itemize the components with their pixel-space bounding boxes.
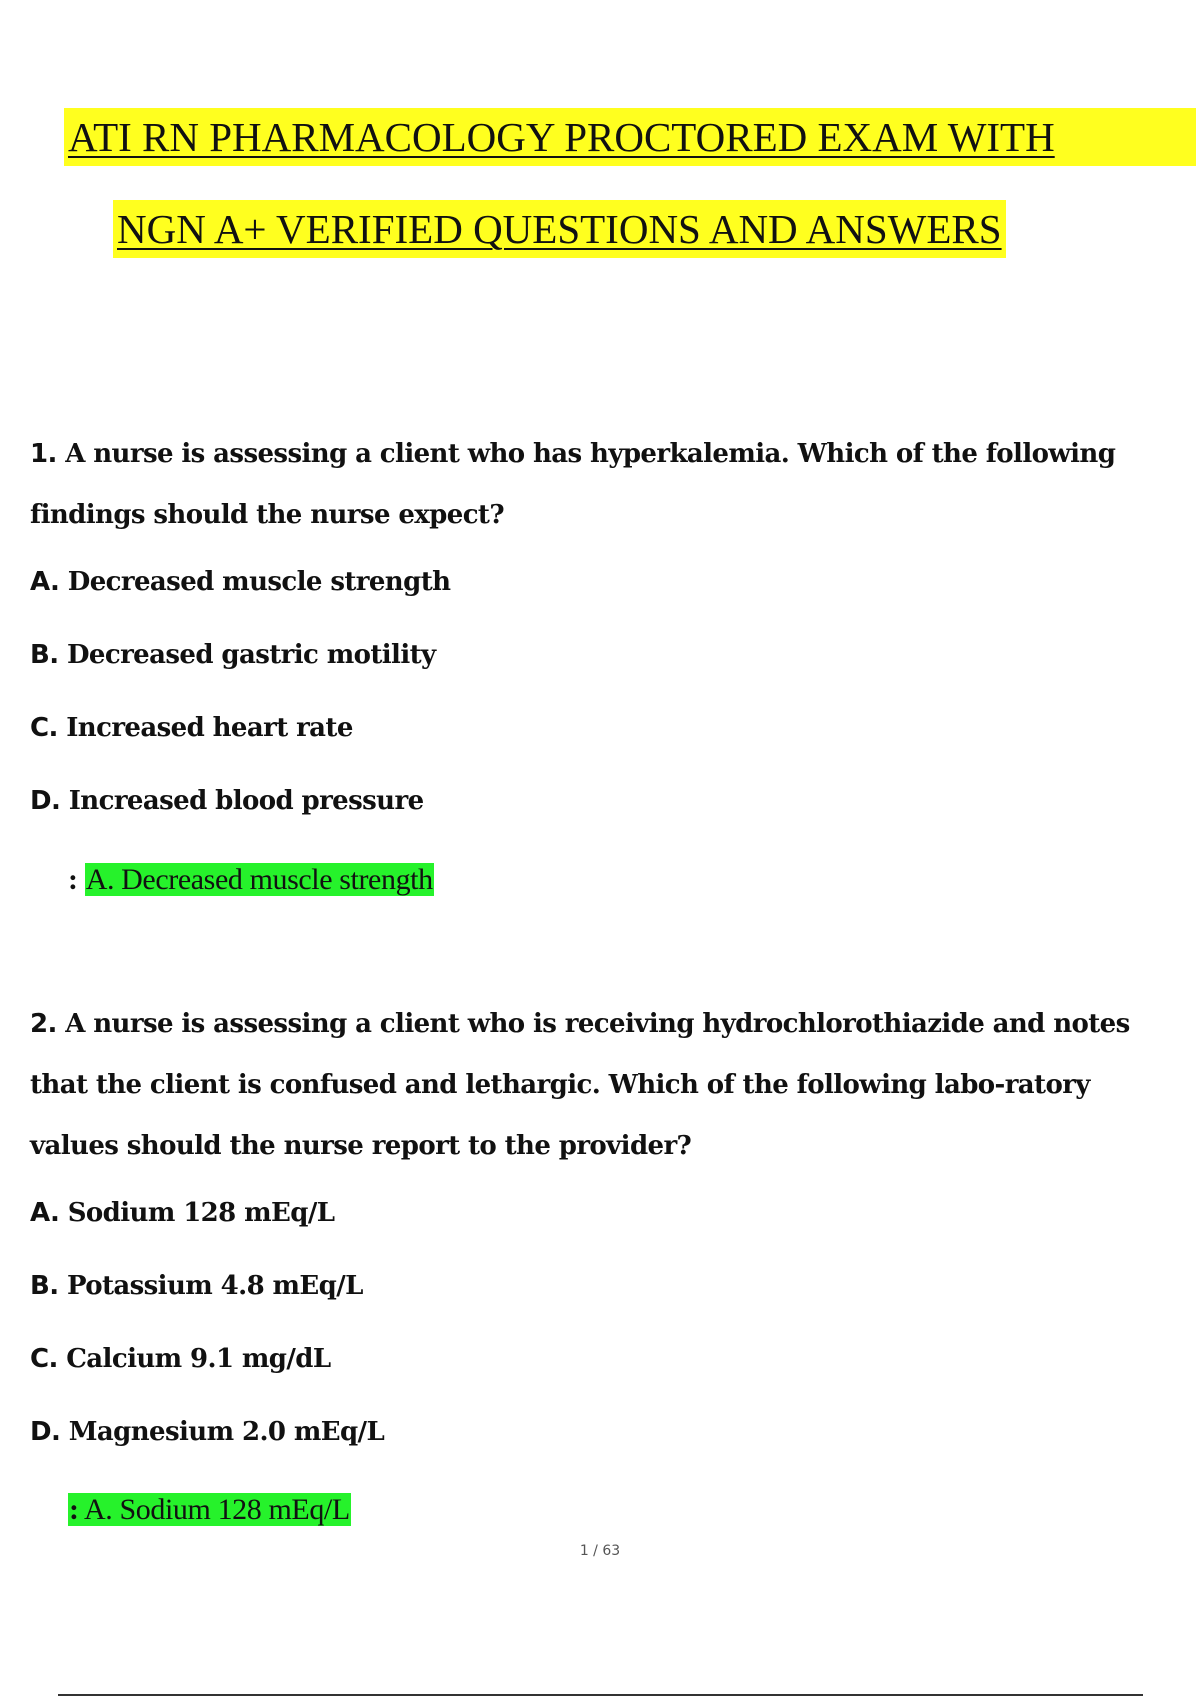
option-text: Calcium 9.1 mg/dL [66, 1344, 331, 1374]
question-2-option-a [30, 1177, 1170, 1250]
option-text: Potassium 4.8 mEq/L [66, 1271, 363, 1301]
option-letter: A. [30, 1198, 60, 1228]
answer-prefix: : [69, 1493, 79, 1526]
answer-highlight: A. Decreased muscle strength [85, 863, 433, 896]
question-1-option-a [30, 546, 1170, 619]
question-2-option-d [30, 1396, 1170, 1469]
title-line-2: NGN A+ VERIFIED QUESTIONS AND ANSWERS [113, 200, 1006, 258]
question-2-text [30, 994, 1170, 1177]
question-2-option-b [30, 1250, 1170, 1323]
option-text: Decreased gastric motility [66, 640, 436, 670]
answer-prefix: : [68, 863, 78, 896]
question-1-options [30, 546, 1170, 838]
question-1-option-b [30, 619, 1170, 692]
question-1 [30, 424, 1170, 838]
question-2-number: 2. [30, 1009, 57, 1039]
question-1-answer [68, 858, 434, 902]
answer-highlight [68, 1493, 351, 1526]
option-letter: C. [30, 713, 58, 743]
option-letter: C. [30, 1344, 58, 1374]
question-2-option-c [30, 1323, 1170, 1396]
option-letter: D. [30, 786, 61, 816]
option-text: Magnesium 2.0 mEq/L [68, 1417, 385, 1447]
question-2-options [30, 1177, 1170, 1469]
option-text: Decreased muscle strength [67, 567, 451, 597]
option-letter: D. [30, 1417, 61, 1447]
option-letter: A. [30, 567, 60, 597]
bottom-divider [58, 1694, 1143, 1696]
option-text: Sodium 128 mEq/L [67, 1198, 335, 1228]
question-1-number: 1. [30, 439, 57, 469]
question-1-option-c [30, 692, 1170, 765]
question-1-text [30, 424, 1170, 546]
question-1-stem: A nurse is assessing a client who has hyperkalemia. Which of the following findings should the nurse expect? [30, 439, 1116, 530]
question-2 [30, 994, 1170, 1469]
title-line-1: ATI RN PHARMACOLOGY PROCTORED EXAM WITH [64, 108, 1196, 166]
option-text: Increased heart rate [66, 713, 353, 743]
option-letter: B. [30, 1271, 59, 1301]
page-number: 1 / 63 [579, 1543, 621, 1559]
question-2-stem: A nurse is assessing a client who is receiving hydrochlorothiazide and notes that the client is confused and lethargic. Which of the following labo-ratory values should the nurse report to the provider? [30, 1009, 1130, 1161]
question-1-option-d [30, 765, 1170, 838]
question-2-answer [68, 1488, 351, 1532]
option-text: Increased blood pressure [68, 786, 424, 816]
answer-text: A. Sodium 128 mEq/L [84, 1493, 350, 1526]
option-letter: B. [30, 640, 59, 670]
